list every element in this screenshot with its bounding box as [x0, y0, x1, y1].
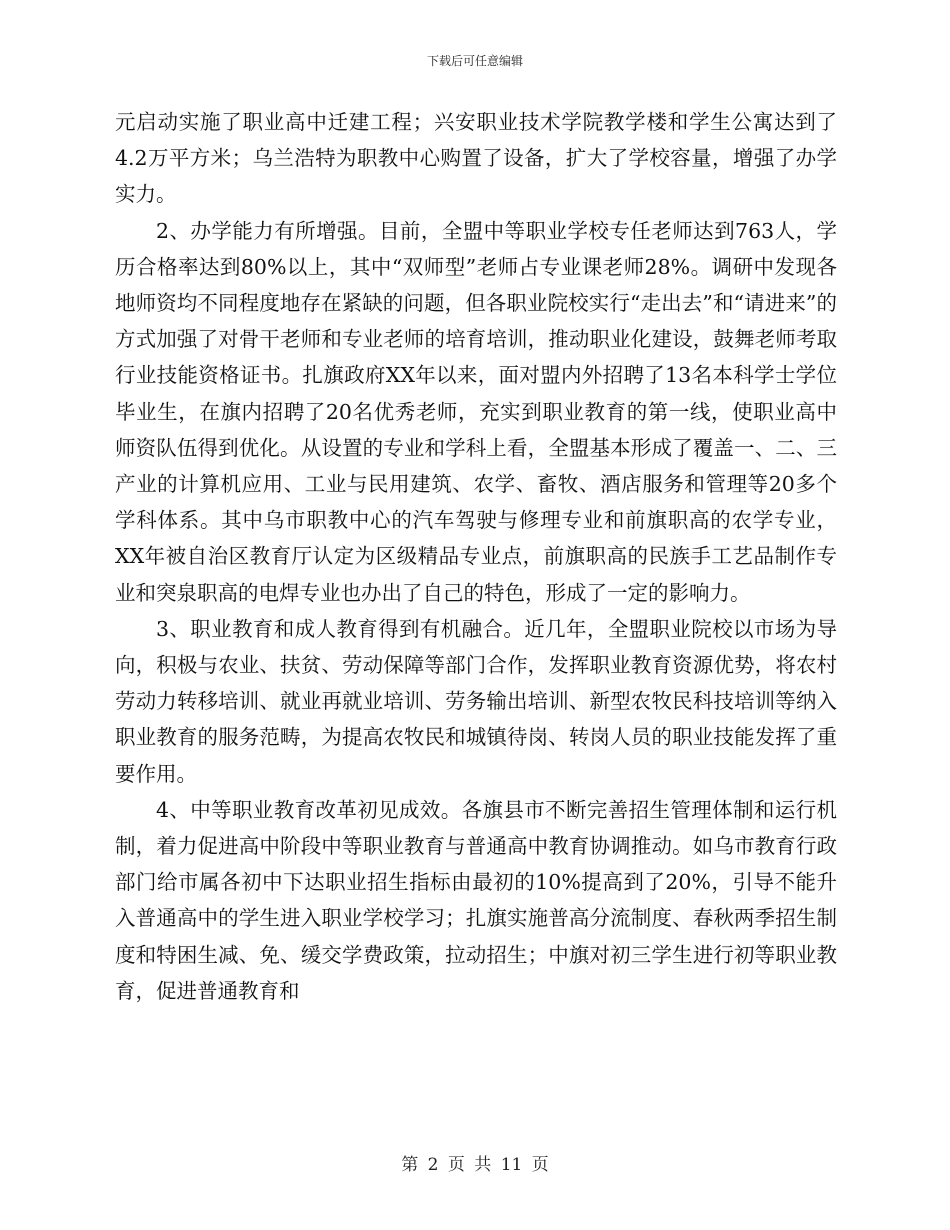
paragraph-continuation: 元启动实施了职业高中迁建工程；兴安职业技术学院教学楼和学生公寓达到了4.2万平方米；乌兰浩特为职教中心购置了设备，扩大了学校容量，增强了办学实力。 — [115, 110, 837, 207]
paragraph-education-reform: 4、中等职业教育改革初见成效。各旗县市不断完善招生管理体制和运行机制，着力促进高中阶段中等职业教育与普通高中教育协调推动。如乌市教育行政部门给市属各初中下达职业招生指标由最初的10%提高到了20%，引导不能升入普通高中的学生进入职业学校学习；扎旗实施普高分流制度、春秋两季招生制度和特困生减、免、缓交学费政策，拉动招生；中旗对初三学生进行初等职业教育，促进普通教育和 — [115, 797, 837, 1003]
paragraph-vocational-adult-education: 3、职业教育和成人教育得到有机融合。近几年，全盟职业院校以市场为导向，积极与农业、扶贫、劳动保障等部门合作，发挥职业教育资源优势，将农村劳动力转移培训、就业再就业培训、劳务输出培训、新型农牧民科技培训等纳入职业教育的服务范畴，为提高农牧民和城镇待岗、转岗人员的职业技能发挥了重要作用。 — [115, 616, 837, 786]
document-body — [115, 104, 837, 1009]
page-number-footer: 第 2 页 共 11 页 — [401, 1155, 549, 1175]
page-header: 下载后可任意编辑 — [426, 54, 523, 68]
paragraph-teaching-capacity: 2、办学能力有所增强。目前，全盟中等职业学校专任老师达到763人，学历合格率达到80%以上，其中“双师型”老师占专业课老师28%。调研中发现各地师资均不同程度地存在紧缺的问题，但各职业院校实行“走出去”和“请进来”的方式加强了对骨干老师和专业老师的培育培训，推动职业化建设，鼓舞老师考取行业技能资格证书。扎旗政府XX年以来，面对盟内外招聘了13名本科学士学位毕业生，在旗内招聘了20名优秀老师，充实到职业教育的第一线，使职业高中师资队伍得到优化。从设置的专业和学科上看，全盟基本形成了覆盖一、二、三产业的计算机应用、工业与民用建筑、农学、畜牧、酒店服务和管理等20多个学科体系。其中乌市职教中心的汽车驾驶与修理专业和前旗职高的农学专业，XX年被自治区教育厅认定为区级精品专业点，前旗职高的民族手工艺品制作专业和突泉职高的电焊专业也办出了自己的特色，形成了一定的影响力。 — [115, 218, 837, 605]
